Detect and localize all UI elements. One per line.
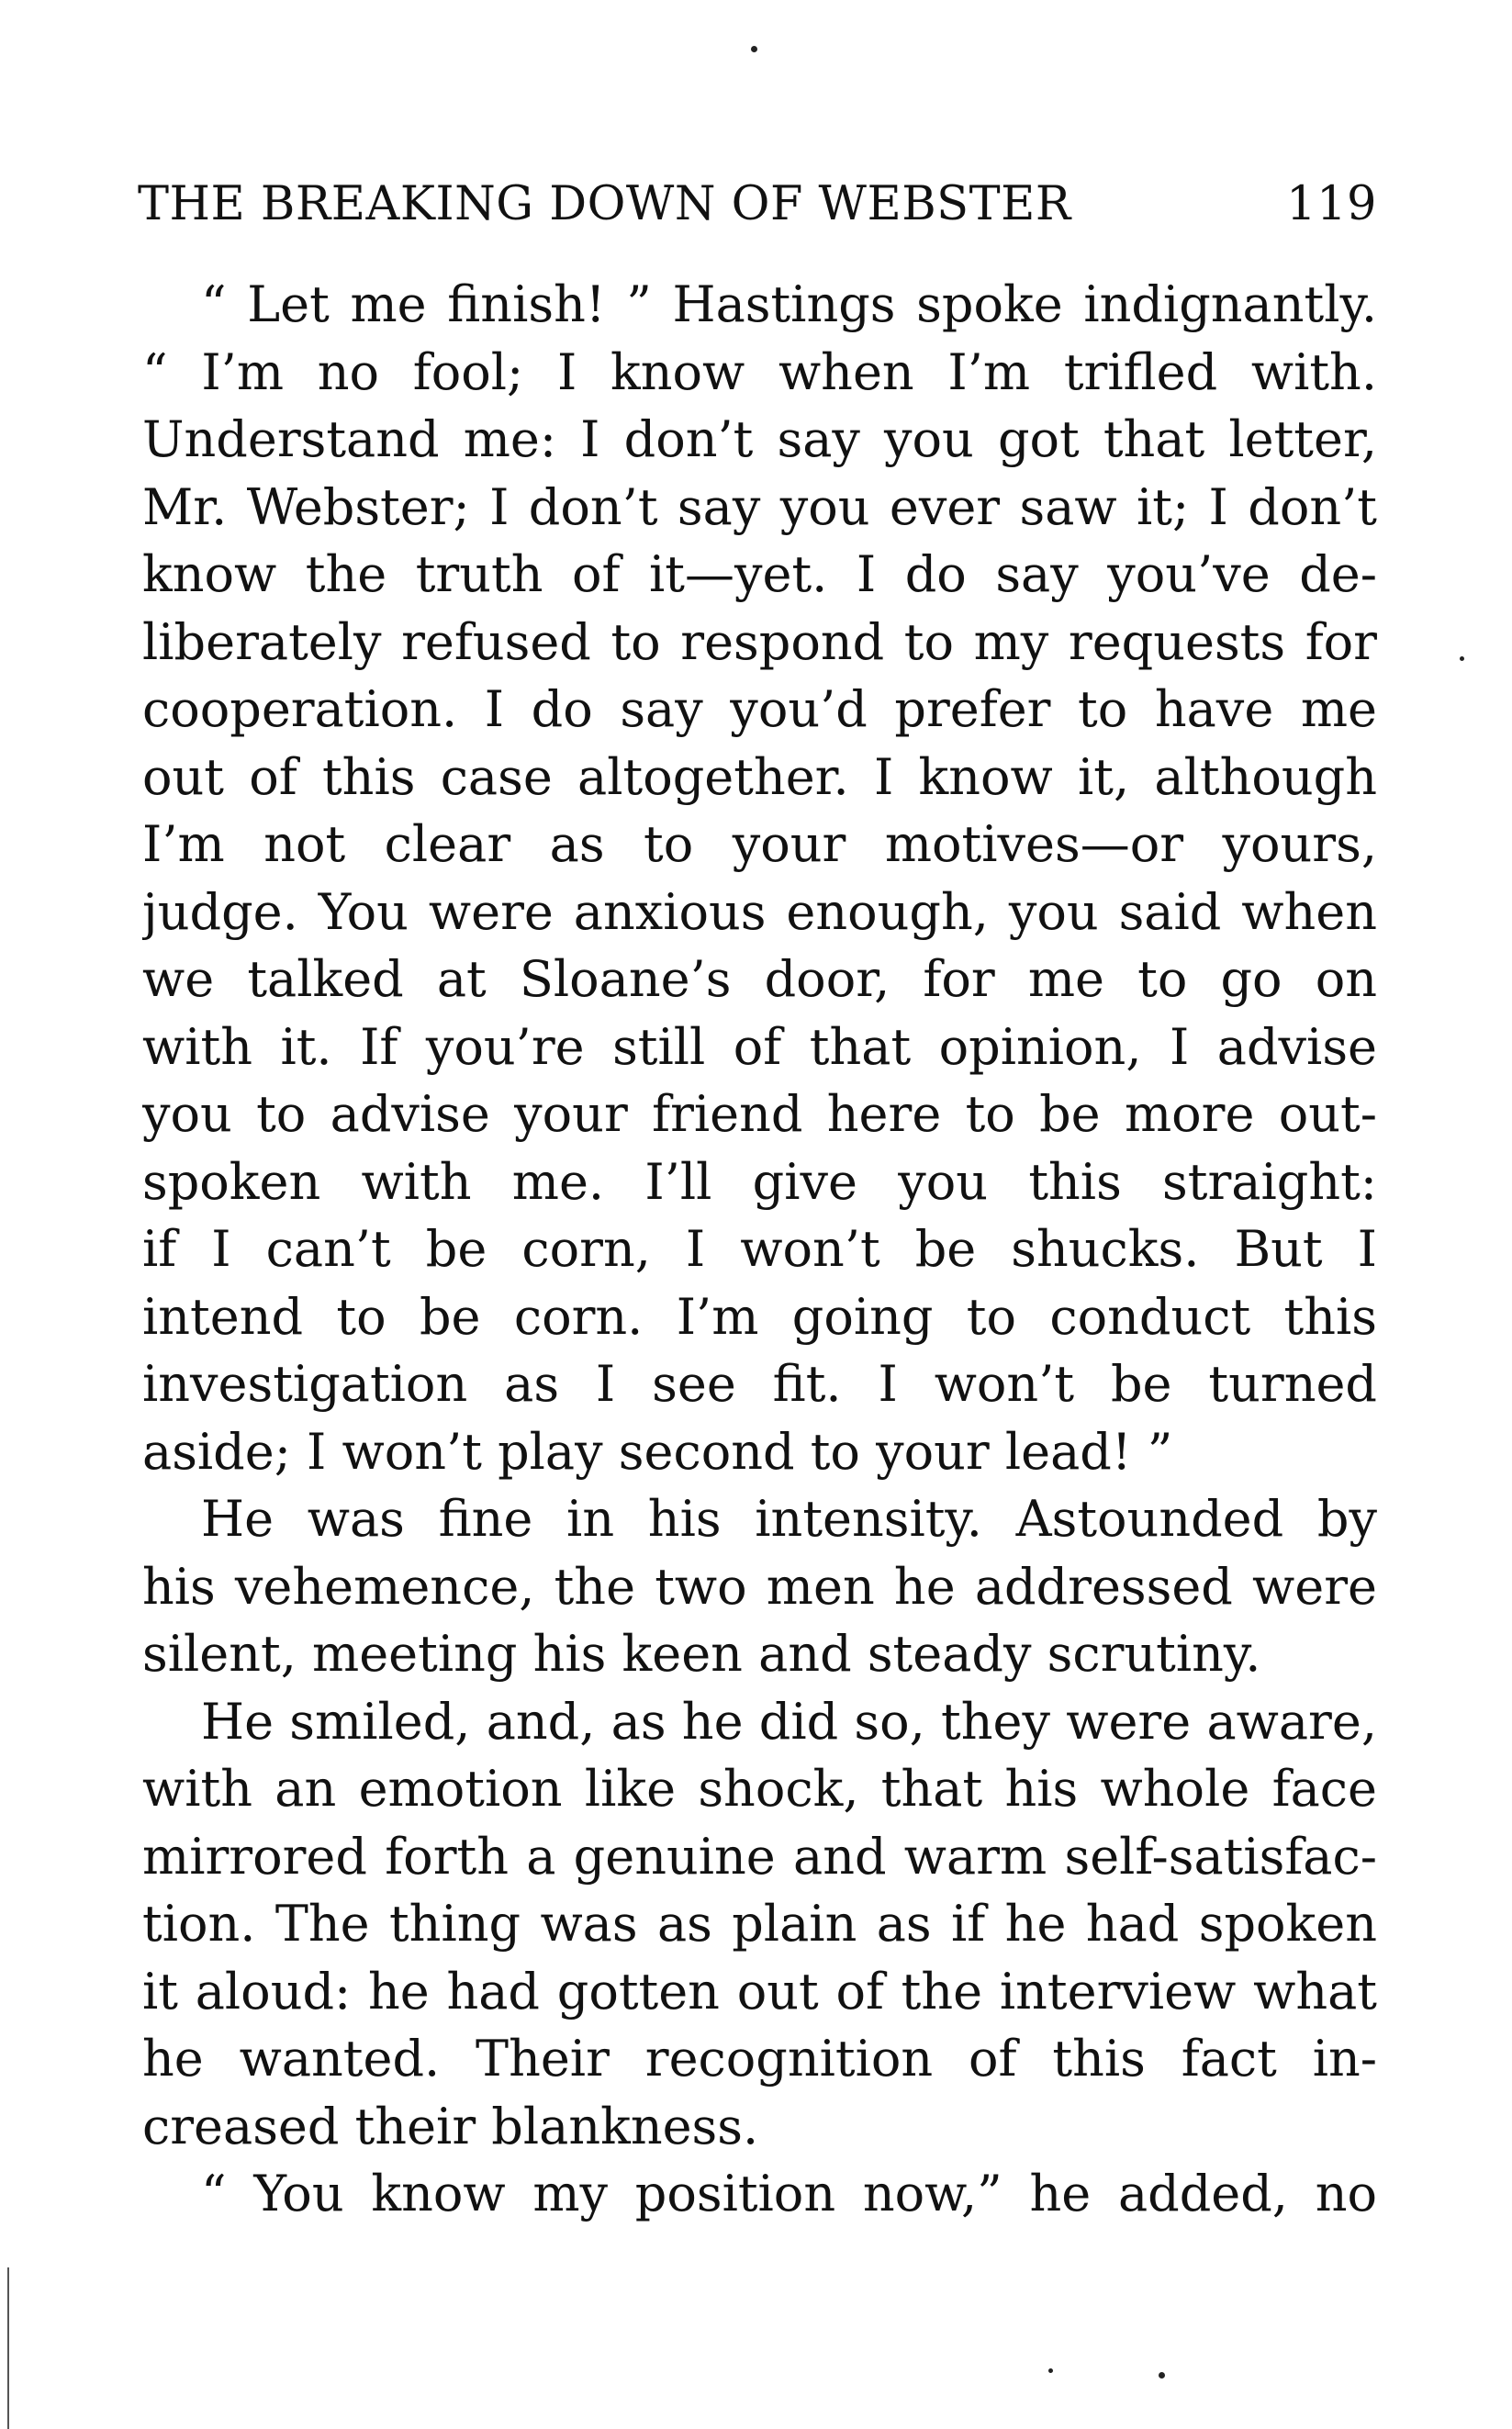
text-line: “ I’m no fool; I know when I’m trifled with.: [142, 342, 1377, 401]
text-line: judge. You were anxious enough, you said when: [142, 882, 1377, 941]
text-line: Mr. Webster; I don’t say you ever saw it; I don’t: [142, 477, 1377, 536]
body-text: [142, 271, 1377, 2228]
print-speck-right: [1460, 656, 1464, 661]
text-line: out of this case altogether. I know it, although: [142, 747, 1377, 806]
text-line: you to advise your friend here to be more out-: [142, 1085, 1377, 1143]
print-speck-top: [751, 46, 757, 52]
text-line: He smiled, and, as he did so, they were aware,: [201, 1692, 1377, 1751]
running-header: [138, 177, 1377, 231]
text-line: if I can’t be corn, I won’t be shucks. But I: [142, 1220, 1377, 1278]
text-line: with an emotion like shock, that his whole face: [142, 1760, 1377, 1818]
text-line: it aloud: he had gotten out of the interview what: [142, 1962, 1377, 2020]
page-edge-line: [7, 2267, 9, 2429]
text-line: cooperation. I do say you’d prefer to have me: [142, 680, 1377, 738]
text-line: I’m not clear as to your motives—or yours,: [142, 815, 1377, 873]
text-line: know the truth of it—yet. I do say you’ve de-: [142, 545, 1377, 603]
text-line: “ Let me finish! ” Hastings spoke indignantly.: [201, 275, 1377, 333]
text-line: mirrored forth a genuine and warm self-satisfac-: [142, 1827, 1377, 1886]
text-line: we talked at Sloane’s door, for me to go on: [142, 950, 1377, 1008]
text-line: intend to be corn. I’m going to conduct this: [142, 1287, 1377, 1346]
text-line: spoken with me. I’ll give you this straight:: [142, 1152, 1377, 1211]
text-line: silent, meeting his keen and steady scrutiny.: [142, 1625, 1261, 1683]
text-line: investigation as I see fit. I won’t be turned: [142, 1355, 1377, 1413]
print-speck-bottom-2: [1159, 2372, 1165, 2379]
text-line: tion. The thing was as plain as if he had spoken: [142, 1895, 1377, 1953]
text-line: he wanted. Their recognition of this fact in-: [142, 2030, 1377, 2088]
running-title: THE BREAKING DOWN OF WEBSTER: [138, 177, 1071, 231]
text-line: liberately refused to respond to my requests for: [142, 612, 1377, 671]
text-line: He was fine in his intensity. Astounded by: [201, 1490, 1377, 1548]
text-line: with it. If you’re still of that opinion, I advise: [142, 1017, 1377, 1076]
text-line: “ You know my position now,” he added, no: [201, 2165, 1377, 2222]
text-line: aside; I won’t play second to your lead! ”: [142, 1422, 1173, 1481]
print-speck-bottom-1: [1048, 2368, 1053, 2373]
text-line: Understand me: I don’t say you got that letter,: [142, 410, 1377, 468]
text-line: creased their blankness.: [142, 2097, 759, 2155]
page-number: 119: [1286, 177, 1377, 231]
text-line: his vehemence, the two men he addressed were: [142, 1557, 1377, 1616]
